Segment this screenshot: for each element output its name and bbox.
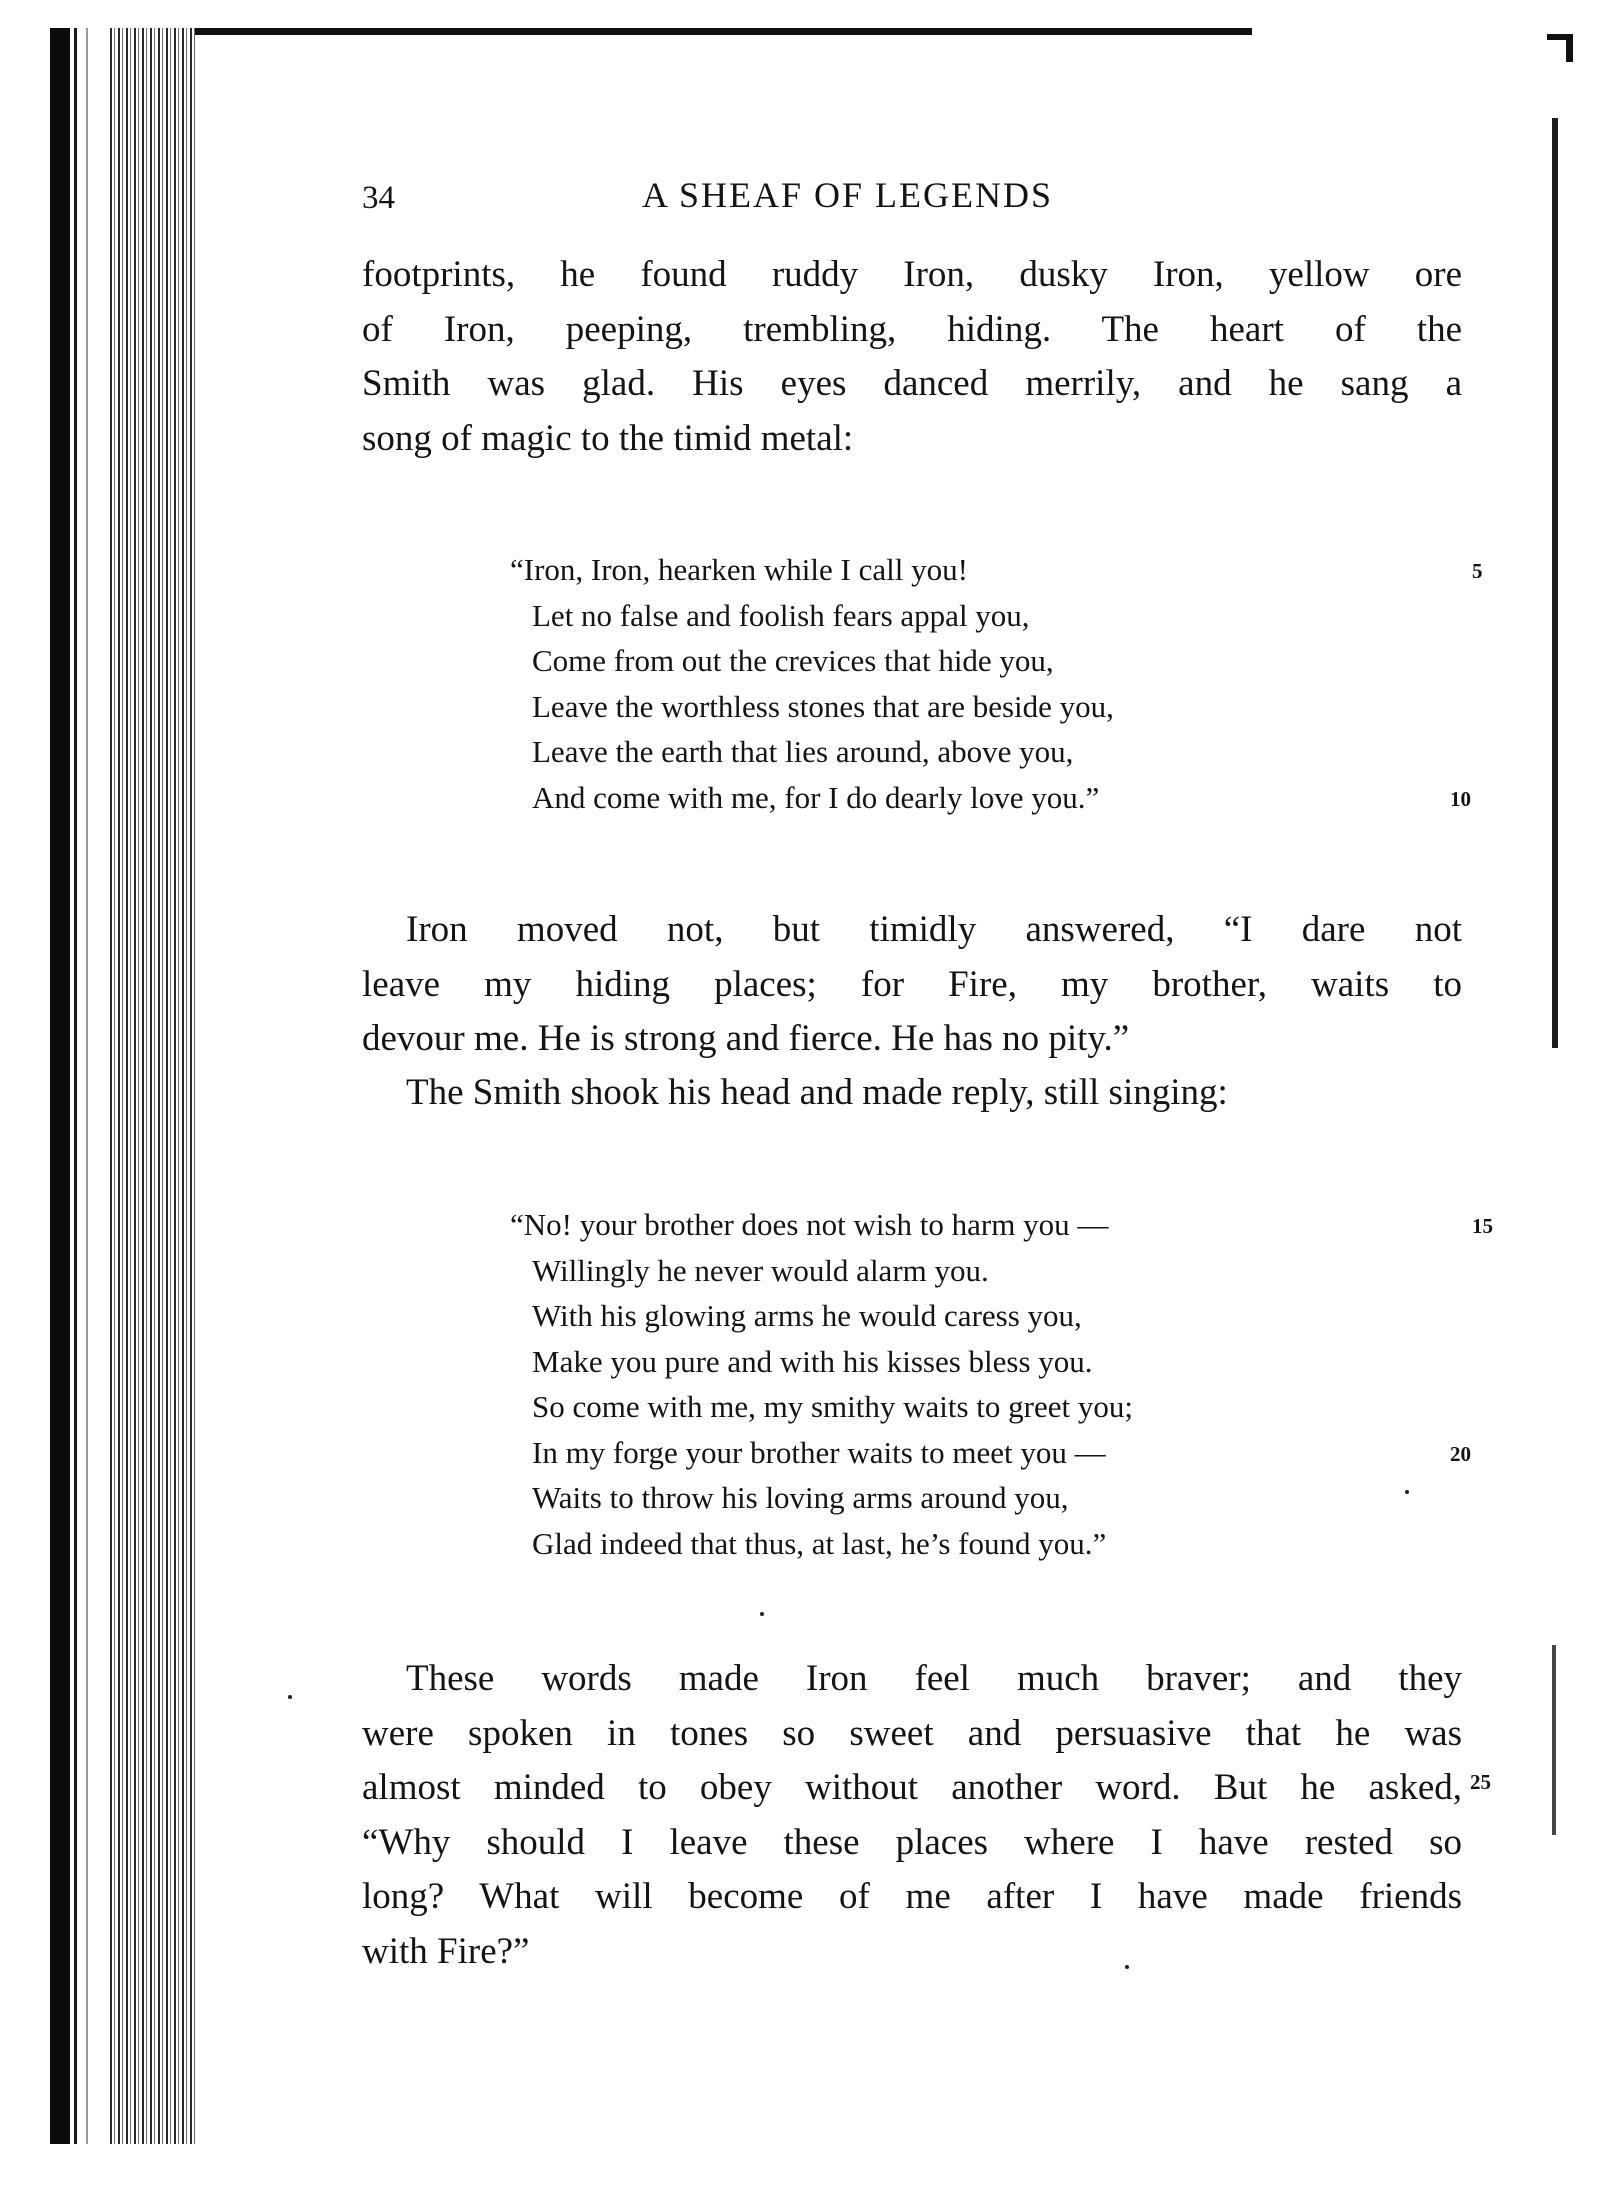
text-line: Iron moved not, but timidly answered, “I dare not — [406, 909, 1462, 950]
text-line: song of magic to the timid metal: — [362, 417, 854, 459]
scan-speck — [760, 1612, 764, 1616]
scan-corner-mark — [1547, 34, 1573, 62]
text-line: Smith was glad. His eyes danced merrily, and he sang a — [362, 363, 1462, 404]
text-line: “Why should I leave these places where I have rested so — [362, 1821, 1462, 1863]
scan-top-rule — [52, 28, 1252, 35]
line-number: 10 — [1450, 786, 1471, 811]
text-line: leave my hiding places; for Fire, my brother, waits to — [362, 963, 1462, 1005]
verse-line-text: “Iron, Iron, hearken while I call you! — [510, 552, 968, 587]
verse-line: Make you pure and with his kisses bless you. — [532, 1343, 1093, 1379]
verse-line-text: In my forge your brother waits to meet you — — [532, 1434, 1106, 1470]
verse-line: So come with me, my smithy waits to greet you; — [532, 1389, 1133, 1424]
verse-stanza-1 — [510, 547, 1510, 820]
text-line: long? What will become of me after I have made friends — [362, 1876, 1462, 1917]
scan-speck — [288, 1695, 292, 1699]
running-title: A SHEAF OF LEGENDS — [642, 175, 1054, 215]
book-spine-shadow — [50, 28, 195, 2144]
text-line: These words made Iron feel much braver; and they — [406, 1658, 1462, 1699]
text-line: devour me. He is strong and fierce. He has no pity.” — [362, 1018, 1130, 1059]
verse-line: With his glowing arms he would caress you, — [532, 1298, 1082, 1333]
line-number: 15 — [1472, 1214, 1493, 1238]
paragraph-1 — [362, 248, 1462, 466]
line-number: 5 — [1472, 559, 1483, 583]
verse-line: Glad indeed that thus, at last, he’s found you.” — [532, 1525, 1107, 1561]
paragraph-4 — [362, 1652, 1462, 1979]
verse-line — [510, 1430, 1510, 1476]
page-number: 34 — [362, 180, 395, 216]
verse-line-text: “No! your brother does not wish to harm you — — [510, 1207, 1109, 1242]
verse-line: Let no false and foolish fears appal you, — [532, 597, 1030, 633]
verse-stanza-2 — [510, 1202, 1510, 1566]
verse-line: Come from out the crevices that hide you, — [532, 643, 1054, 678]
text-line: of Iron, peeping, trembling, hiding. The heart of the — [362, 308, 1462, 350]
verse-line: Leave the earth that lies around, above you, — [532, 734, 1074, 769]
verse-line: Leave the worthless stones that are beside you, — [532, 688, 1114, 724]
verse-line: Waits to throw his loving arms around you, — [532, 1480, 1069, 1515]
line-number: 20 — [1450, 1441, 1471, 1466]
verse-line-text: And come with me, for I do dearly love you.” — [532, 779, 1100, 815]
verse-line — [510, 775, 1510, 821]
paragraph-3 — [362, 1066, 1462, 1121]
text-line: with Fire?” — [362, 1930, 530, 1972]
scan-edge-mark — [1552, 118, 1558, 1048]
text-line: were spoken in tones so sweet and persuasive that he was — [362, 1712, 1462, 1754]
text-line: The Smith shook his head and made reply, still singing: — [406, 1072, 1228, 1113]
paragraph-2 — [362, 903, 1462, 1067]
verse-line — [510, 1202, 1510, 1248]
line-number: 25 — [1470, 1770, 1491, 1794]
text-line: almost minded to obey without another word. But he asked, — [362, 1767, 1462, 1808]
scan-edge-mark-lower — [1552, 1645, 1556, 1835]
verse-line: Willingly he never would alarm you. — [532, 1252, 989, 1288]
text-line: footprints, he found ruddy Iron, dusky Iron, yellow ore — [362, 254, 1462, 295]
verse-line — [510, 547, 1510, 593]
